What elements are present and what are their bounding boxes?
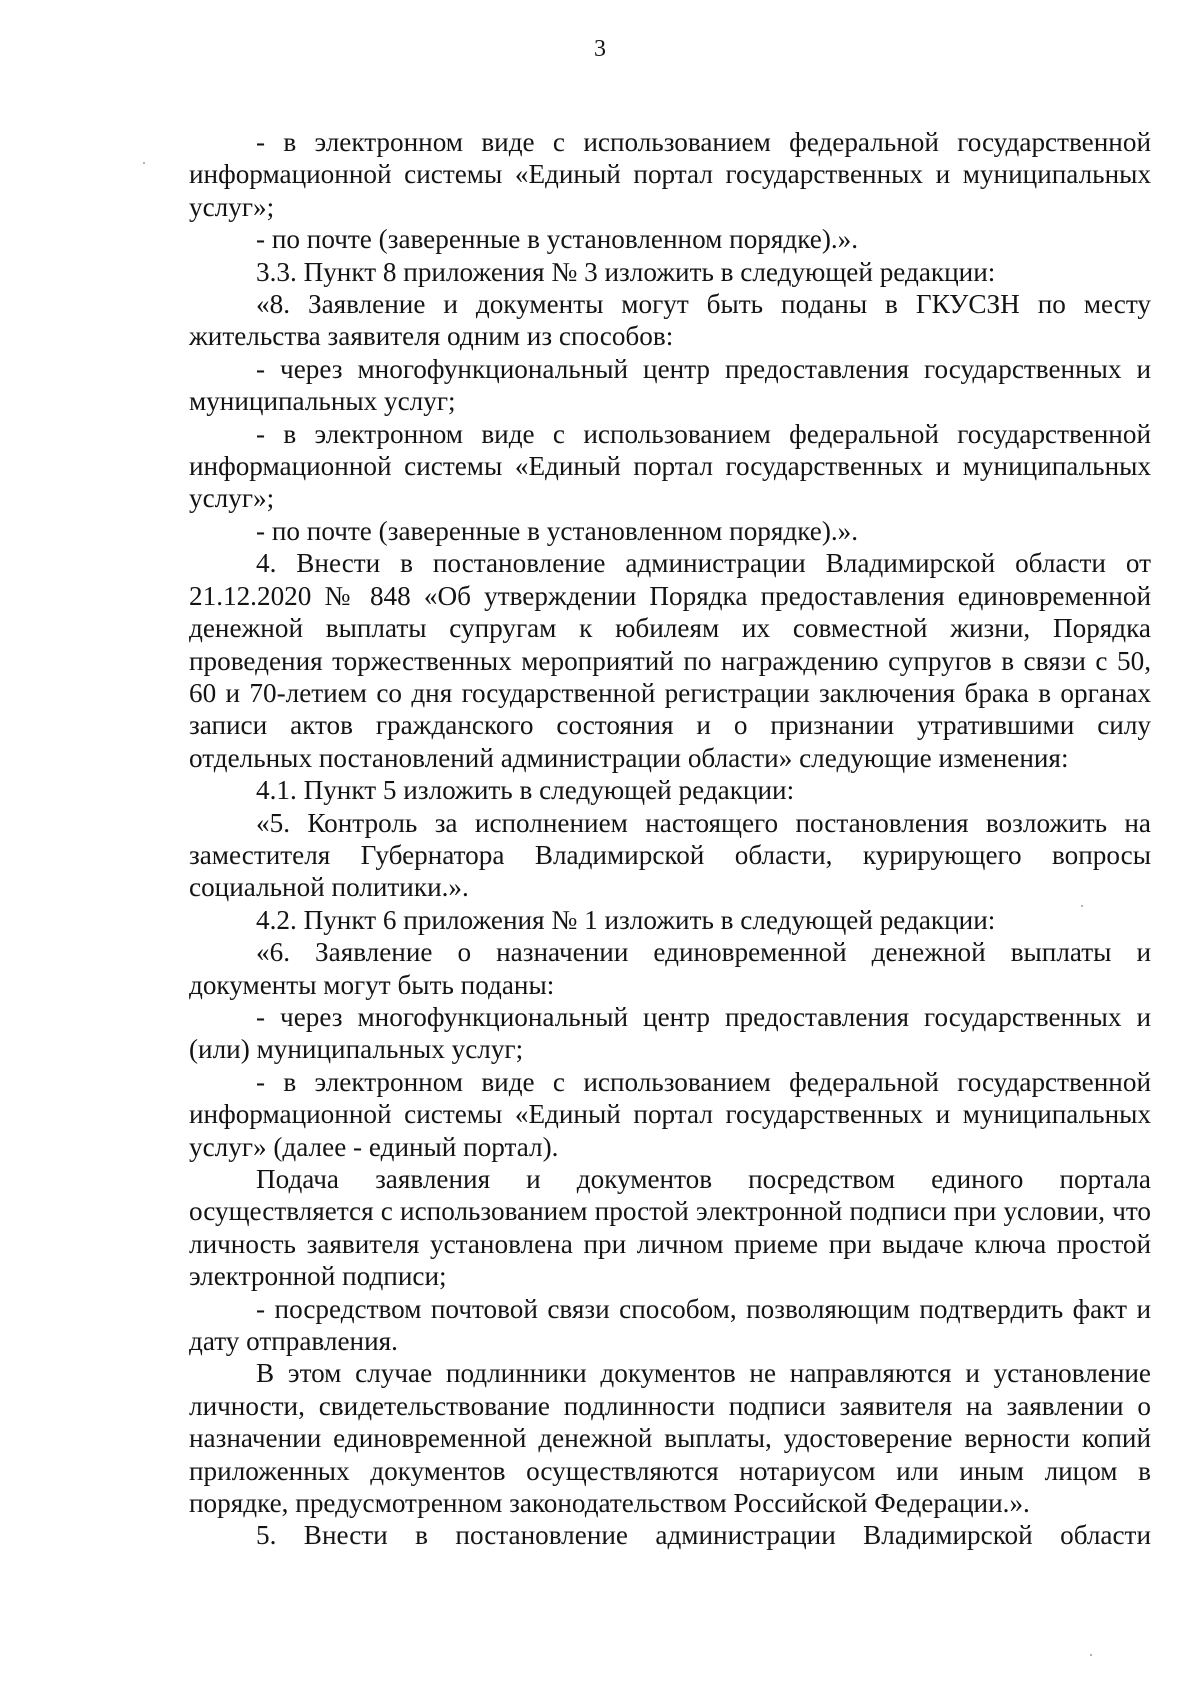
scan-speck	[1081, 905, 1083, 907]
paragraph-portal-signature: Подача заявления и документов посредством единого портала осуществляется с использованием простой электронной подписи при условии, что личность заявителя установлена при личном приеме при выдаче ключа простой электронной подписи;	[189, 1164, 1151, 1292]
paragraph-electronic-submission-2: - в электронном виде с использованием федеральной государственной информационной системы «Единый портал государственных и муниципальных услуг»;	[189, 418, 1151, 514]
paragraph-postal-submission-2: - по почте (заверенные в установленном порядке).».	[256, 515, 859, 546]
paragraph-postal-connection: - посредством почтовой связи способом, позволяющим подтвердить факт и дату отправления.	[189, 1293, 1151, 1357]
paragraph-electronic-submission: - в электронном виде с использованием федеральной государственной информационной системы «Единый портал государственных и муниципальных услуг»;	[189, 127, 1151, 222]
scan-speck	[1090, 1654, 1092, 1656]
paragraph-item-4-2: 4.2. Пункт 6 приложения № 1 изложить в следующей редакции:	[256, 904, 996, 935]
paragraph-item-5: 5. Внести в постановление администрации Владимирской области	[256, 1520, 1151, 1551]
paragraph-item-5-quote: «5. Контроль за исполнением настоящего постановления возложить на заместителя Губернатора Владимирской области, курирующего вопросы социальной политики.».	[189, 807, 1151, 903]
scan-speck	[143, 162, 145, 164]
paragraph-item-8-quote: «8. Заявление и документы могут быть поданы в ГКУСЗН по месту жительства заявителя одним из способов:	[189, 289, 1151, 352]
paragraph-electronic-submission-3: - в электронном виде с использованием федеральной государственной информационной системы «Единый портал государственных и муниципальных услуг» (далее - единый портал).	[189, 1066, 1151, 1162]
paragraph-mfc-submission: - через многофункциональный центр предоставления государственных и муниципальных услуг;	[189, 353, 1151, 417]
paragraph-mfc-submission-2: - через многофункциональный центр предоставления государственных и (или) муниципальных услуг;	[189, 1001, 1151, 1065]
page-number: 3	[594, 36, 606, 62]
paragraph-item-4: 4. Внести в постановление администрации Владимирской области от 21.12.2020 № 848 «Об утверждении Порядка предоставления единовременной денежной выплаты супругам к юбилеям их совместной жизни, Порядка проведения торжественных мероприятий по награждению супругов в связи с 50, 60 и 70-летием со дня государственной регистрации заключения брака в органах записи актов гражданского состояния и о признании утратившими силу отдельных постановлений администрации области» следующие изменения:	[189, 548, 1151, 773]
document-body	[189, 126, 1151, 1552]
paragraph-postal-submission: - по почте (заверенные в установленном порядке).».	[256, 224, 859, 255]
paragraph-notary: В этом случае подлинники документов не направляются и установление личности, свидетельствование подлинности подписи заявителя на заявлении о назначении единовременной денежной выплаты, удостоверение верности копий приложенных документов осуществляются нотариусом или иным лицом в порядке, предусмотренном законодательством Российской Федерации.».	[189, 1358, 1151, 1519]
paragraph-item-3-3: 3.3. Пункт 8 приложения № 3 изложить в следующей редакции:	[256, 256, 996, 287]
paragraph-item-4-1: 4.1. Пункт 5 изложить в следующей редакции:	[256, 775, 795, 806]
paragraph-item-6-quote: «6. Заявление о назначении единовременной денежной выплаты и документы могут быть поданы:	[189, 937, 1151, 1000]
